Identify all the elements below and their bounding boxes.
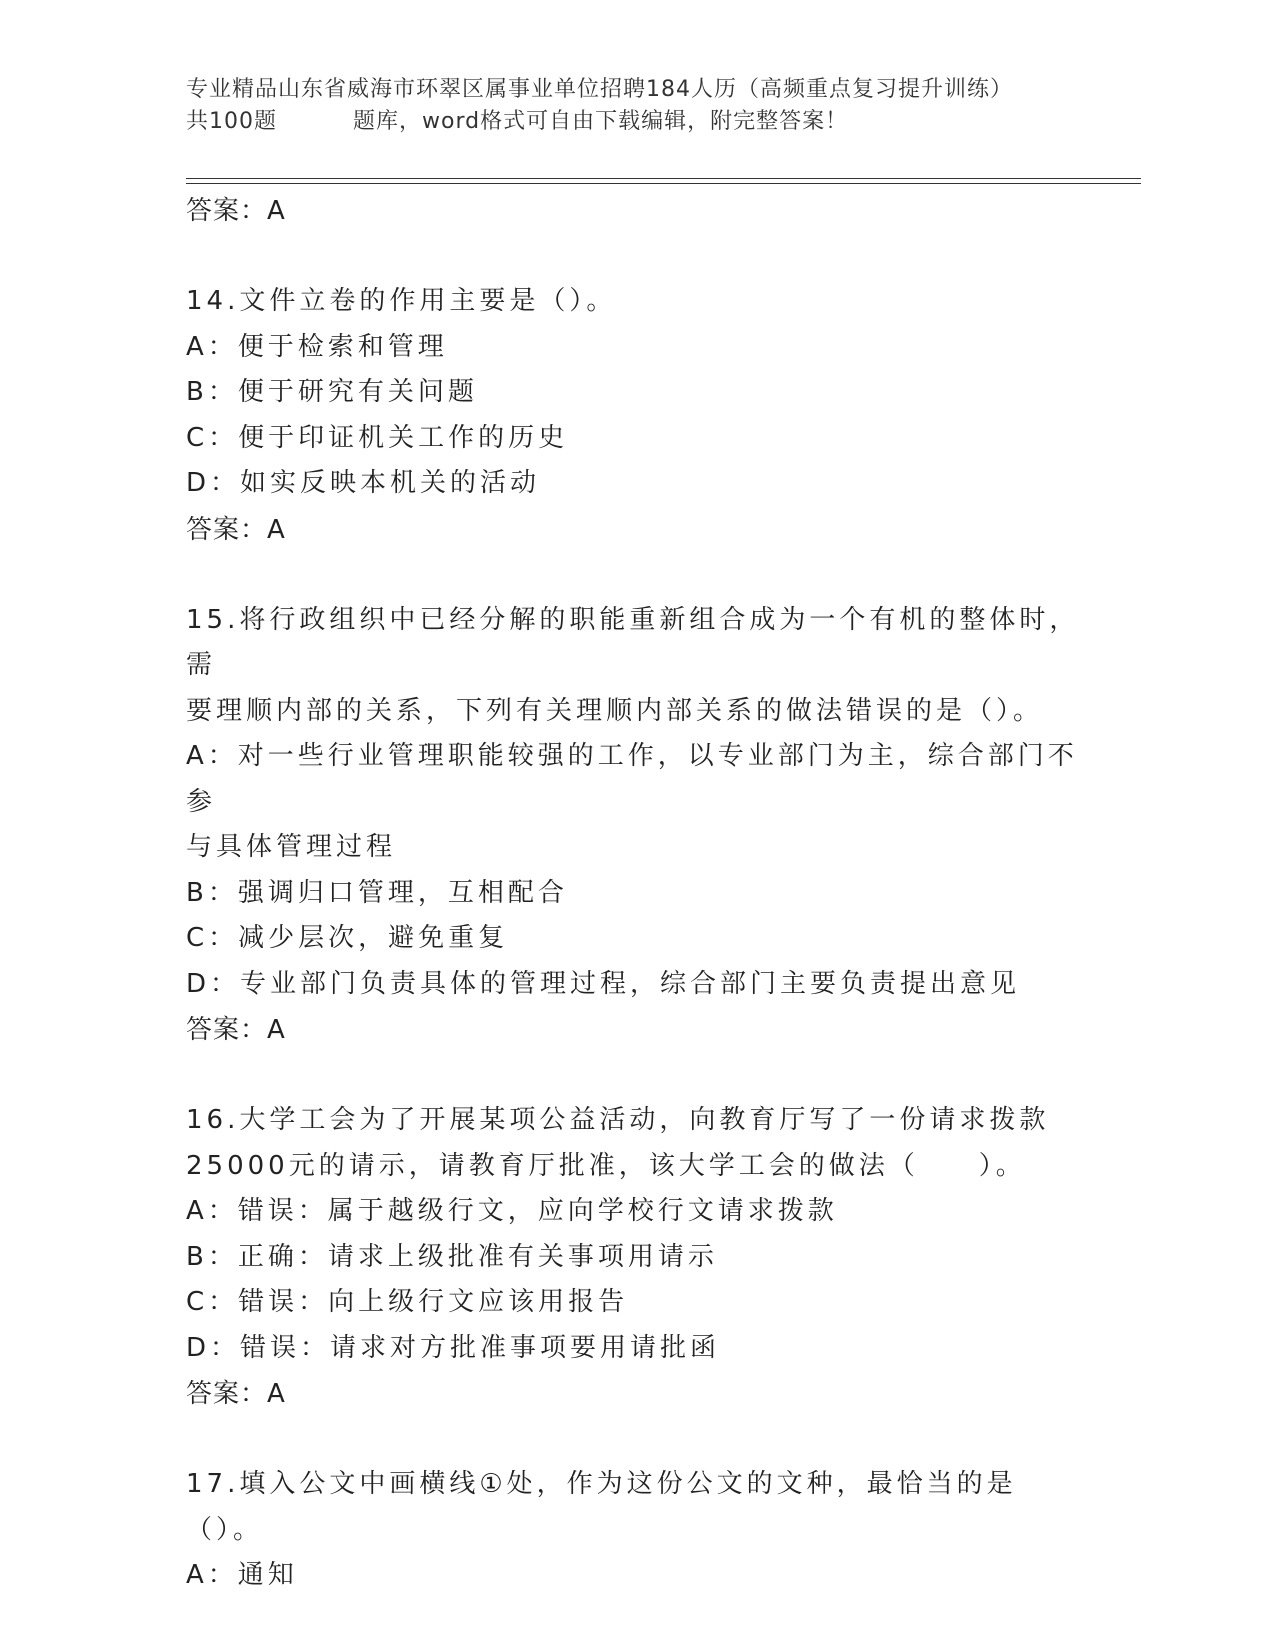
header-question-count: 共100题 <box>186 109 277 134</box>
answer-line: 答案：A <box>186 196 286 226</box>
option-text: D：专业部门负责具体的管理过程，综合部门主要负责提出意见 <box>186 968 1021 999</box>
question-text: 14.文件立卷的作用主要是（）。 <box>186 286 617 316</box>
option-text: B：正确：请求上级批准有关事项用请示 <box>186 1241 718 1272</box>
answer-line: 答案：A <box>186 514 286 545</box>
header-divider-bottom <box>186 183 1141 184</box>
option-text: C：错误：向上级行文应该用报告 <box>186 1287 629 1317</box>
answer-line: 答案：A <box>186 1015 286 1045</box>
option-text: C：便于印证机关工作的历史 <box>186 422 569 453</box>
option-text: A：通知 <box>186 1560 298 1590</box>
question-text: 15.将行政组织中已经分解的职能重新组合成为一个有机的整体时，需 <box>186 604 1080 680</box>
question-text: 16.大学工会为了开展某项公益活动，向教育厅写了一份请求拨款 <box>186 1105 1050 1135</box>
document-header <box>186 74 1086 138</box>
answer-line: 答案：A <box>186 1379 286 1409</box>
option-text: A：对一些行业管理职能较强的工作，以专业部门为主，综合部门不参 <box>186 741 1078 817</box>
header-divider-top <box>186 178 1141 179</box>
question-block <box>186 279 1086 553</box>
option-text: 与具体管理过程 <box>186 832 397 862</box>
header-gap <box>277 106 353 138</box>
option-text: A：便于检索和管理 <box>186 331 448 362</box>
question-block <box>186 1462 1086 1599</box>
question-text: 要理顺内部的关系，下列有关理顺内部关系的做法错误的是（）。 <box>186 695 1044 726</box>
header-description: 题库，word格式可自由下载编辑，附完整答案！ <box>353 109 849 134</box>
option-text: D：如实反映本机关的活动 <box>186 468 541 498</box>
question-list <box>186 188 1086 1599</box>
question-text: 25000元的请示，请教育厅批准，该大学工会的做法（ ）。 <box>186 1150 1026 1181</box>
question-block <box>186 598 1086 1054</box>
header-subtitle-line <box>186 106 1086 138</box>
option-text: B：强调归口管理，互相配合 <box>186 877 568 908</box>
option-text: B：便于研究有关问题 <box>186 377 478 407</box>
option-text: C：减少层次，避免重复 <box>186 923 509 953</box>
option-text: D：错误：请求对方批准事项要用请批函 <box>186 1332 721 1363</box>
question-text: 17.填入公文中画横线①处，作为这份公文的文种，最恰当的是（）。 <box>186 1469 1017 1545</box>
question-block <box>186 1098 1086 1417</box>
option-text: A：错误：属于越级行文，应向学校行文请求拨款 <box>186 1196 838 1226</box>
header-title-line: 专业精品山东省威海市环翠区属事业单位招聘184人历（高频重点复习提升训练） <box>186 77 1013 102</box>
